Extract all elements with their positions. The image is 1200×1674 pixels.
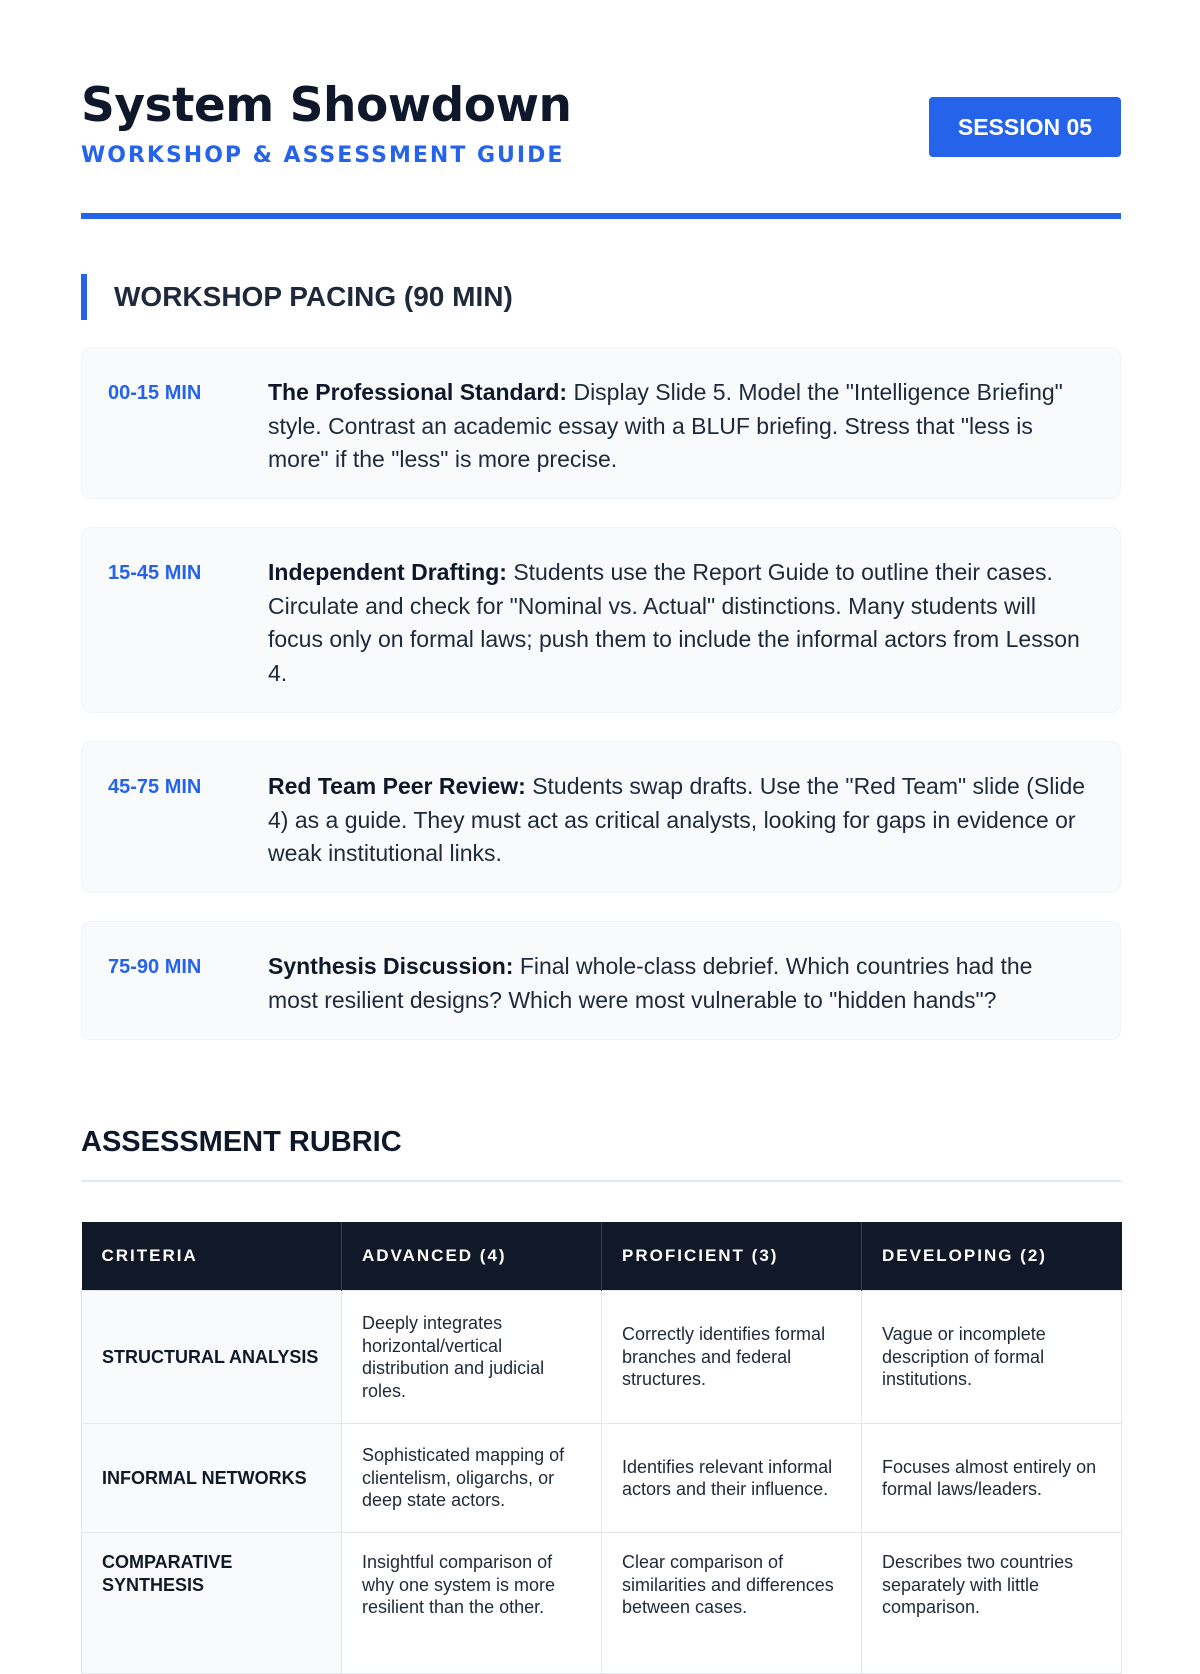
document-header (81, 0, 1121, 220)
document-page (81, 0, 1121, 1617)
pacing-lead: Red Team Peer Review: (268, 773, 526, 799)
pacing-time: 00-15 MIN (108, 382, 202, 404)
advanced-cell: Deeply integrates horizontal/vertical distribution and judicial roles. (342, 1291, 602, 1424)
pacing-text: Final whole-class debrief. Which countries had the most resilient designs? Which were most vulnerable to "hidden hands"? (268, 953, 1033, 1013)
pacing-description (268, 376, 1088, 477)
pacing-description (268, 950, 1088, 1017)
page-subtitle: WORKSHOP & ASSESSMENT GUIDE (81, 143, 565, 168)
rubric-divider (81, 1180, 1121, 1182)
pacing-heading: WORKSHOP PACING (90 MIN) (81, 274, 513, 320)
pacing-time: 15-45 MIN (108, 562, 202, 584)
pacing-block-2 (81, 527, 1121, 713)
pacing-block-3 (81, 741, 1121, 893)
pacing-time: 45-75 MIN (108, 776, 202, 798)
advanced-cell: Sophisticated mapping of clientelism, oligarchs, or deep state actors. (342, 1424, 602, 1533)
column-header-proficient: PROFICIENT (3) (602, 1222, 862, 1291)
proficient-cell: Clear comparison of similarities and differences between cases. (602, 1533, 862, 1674)
criteria-cell: INFORMAL NETWORKS (82, 1424, 342, 1533)
criteria-cell: COMPARATIVE SYNTHESIS (82, 1533, 342, 1674)
advanced-cell: Insightful comparison of why one system is more resilient than the other. (342, 1533, 602, 1674)
pacing-text: Students swap drafts. Use the "Red Team" slide (Slide 4) as a guide. They must act as critical analysts, looking for gaps in evidence or weak institutional links. (268, 773, 1086, 866)
session-badge: SESSION 05 (929, 97, 1121, 157)
column-header-advanced: ADVANCED (4) (342, 1222, 602, 1291)
table-row (82, 1533, 1122, 1674)
rubric-header-row (82, 1222, 1122, 1291)
criteria-cell: STRUCTURAL ANALYSIS (82, 1291, 342, 1424)
pacing-time: 75-90 MIN (108, 956, 202, 978)
column-header-developing: DEVELOPING (2) (862, 1222, 1122, 1291)
pacing-description (268, 770, 1088, 871)
developing-cell: Describes two countries separately with little comparison. (862, 1533, 1122, 1674)
rubric-heading: ASSESSMENT RUBRIC (81, 1126, 402, 1158)
developing-cell: Vague or incomplete description of formal institutions. (862, 1291, 1122, 1424)
table-row (82, 1291, 1122, 1424)
pacing-block-4 (81, 921, 1121, 1040)
pacing-lead: The Professional Standard: (268, 379, 568, 405)
proficient-cell: Identifies relevant informal actors and their influence. (602, 1424, 862, 1533)
pacing-lead: Synthesis Discussion: (268, 953, 514, 979)
column-header-criteria: CRITERIA (82, 1222, 342, 1291)
rubric-table (81, 1222, 1122, 1674)
pacing-text: Display Slide 5. Model the "Intelligence Briefing" style. Contrast an academic essay with a BLUF briefing. Stress that "less is more" if the "less" is more precise. (268, 379, 1063, 472)
page-title: System Showdown (81, 78, 572, 133)
developing-cell: Focuses almost entirely on formal laws/leaders. (862, 1424, 1122, 1533)
pacing-lead: Independent Drafting: (268, 559, 507, 585)
pacing-text: Students use the Report Guide to outline their cases. Circulate and check for "Nominal vs. Actual" distinctions. Many students will focus only on formal laws; push them to include the informal actors from Lesson 4. (268, 559, 1080, 686)
pacing-block-1 (81, 347, 1121, 499)
pacing-description (268, 556, 1088, 690)
header-divider (81, 213, 1121, 219)
table-row (82, 1424, 1122, 1533)
proficient-cell: Correctly identifies formal branches and federal structures. (602, 1291, 862, 1424)
